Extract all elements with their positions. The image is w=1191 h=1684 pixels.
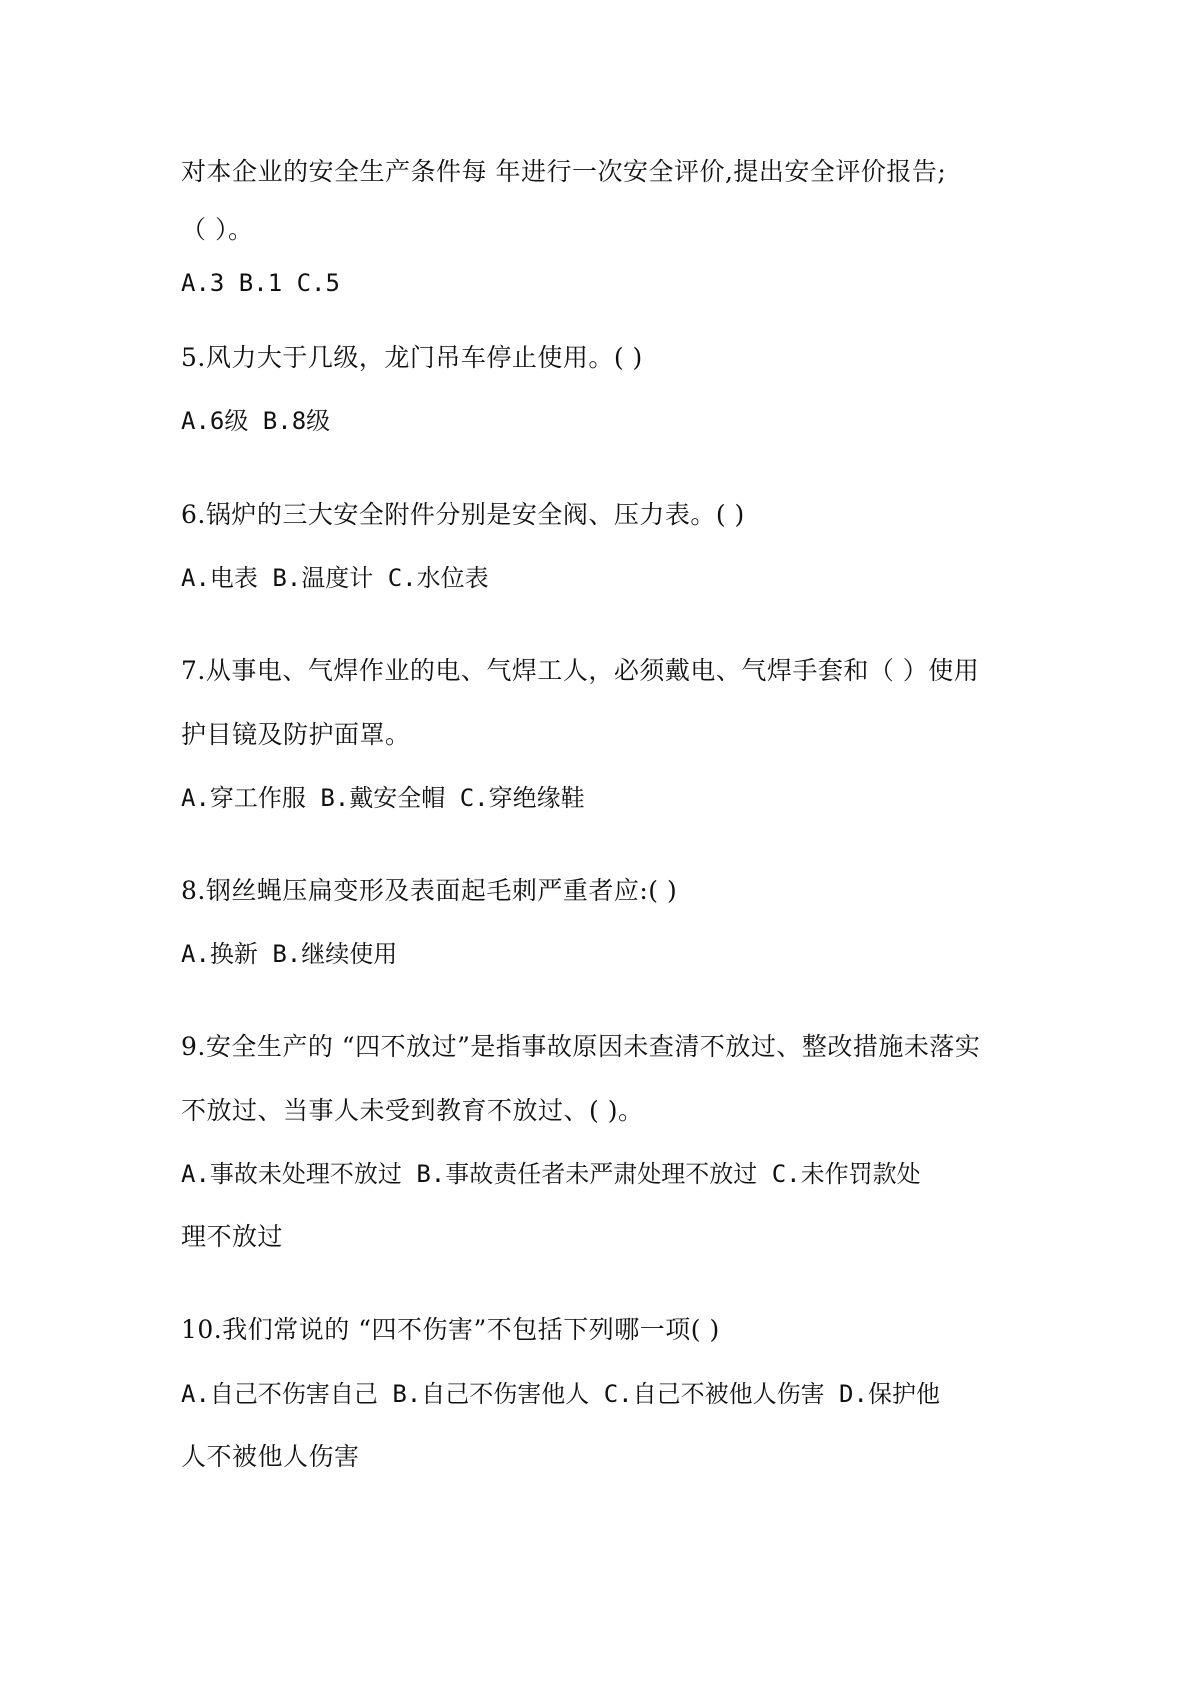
- question-9-text-line-1: 9.安全生产的 “四不放过”是指事故原因未查清不放过、整改措施未落实: [181, 1032, 981, 1061]
- question-6-text: 6.锅炉的三大安全附件分别是安全阀、压力表。( ): [181, 500, 745, 529]
- question-10-text: 10.我们常说的 “四不伤害”不包括下列哪一项( ): [181, 1315, 720, 1344]
- question-7-text-line-2: 护目镜及防护面罩。: [181, 720, 411, 749]
- question-10-options-line-1: A.自己不伤害自己 B.自己不伤害他人 C.自己不被他人伤害 D.保护他: [181, 1380, 940, 1408]
- question-4-text-line-2: （ ）。: [181, 215, 254, 244]
- question-4-options: A.3 B.1 C.5: [181, 269, 340, 297]
- question-10-options-line-2: 人不被他人伤害: [181, 1442, 360, 1471]
- question-9-options-line-2: 理不放过: [181, 1222, 284, 1251]
- question-5-text: 5.风力大于几级，龙门吊车停止使用。( ): [181, 343, 643, 372]
- question-7-text-line-1: 7.从事电、气焊作业的电、气焊工人，必须戴电、气焊手套和（ ）使用: [181, 656, 980, 685]
- question-7-options: A.穿工作服 B.戴安全帽 C.穿绝缘鞋: [181, 784, 585, 812]
- question-4-text-line-1: 对本企业的安全生产条件每 年进行一次安全评价,提出安全评价报告;: [181, 157, 947, 186]
- question-9-text-line-2: 不放过、当事人未受到教育不放过、( )。: [181, 1096, 644, 1125]
- question-8-options: A.换新 B.继续使用: [181, 940, 398, 968]
- question-5-options: A.6级 B.8级: [181, 407, 331, 435]
- question-8-text: 8.钢丝蝇压扁变形及表面起毛刺严重者应:( ): [181, 876, 678, 905]
- question-6-options: A.电表 B.温度计 C.水位表: [181, 564, 489, 592]
- question-9-options-line-1: A.事故未处理不放过 B.事故责任者未严肃处理不放过 C.未作罚款处: [181, 1160, 921, 1188]
